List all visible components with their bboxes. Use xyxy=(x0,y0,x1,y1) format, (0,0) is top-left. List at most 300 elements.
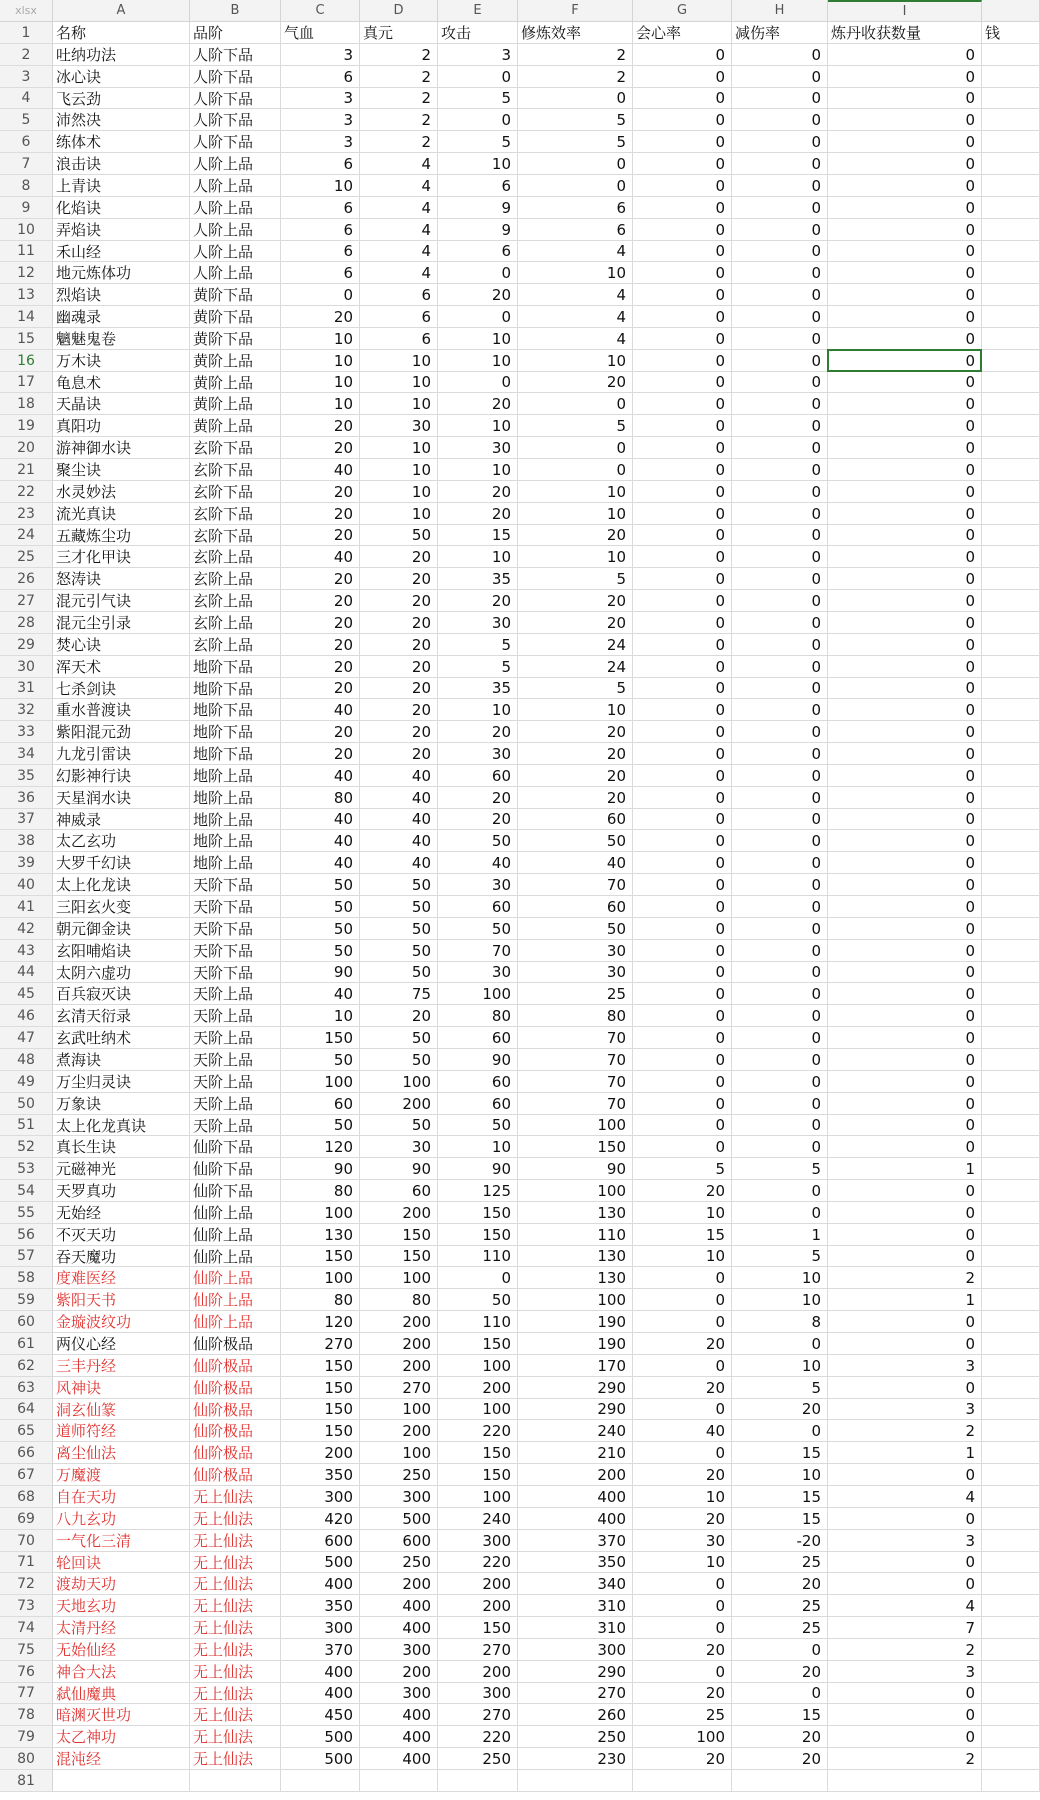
table-cell[interactable]: 20 xyxy=(633,1683,732,1704)
table-cell[interactable]: 290 xyxy=(518,1661,633,1683)
table-cell[interactable]: 九龙引雷诀 xyxy=(53,743,190,765)
table-cell[interactable]: 0 xyxy=(732,1049,828,1071)
table-cell[interactable]: 0 xyxy=(518,393,633,415)
table-cell[interactable]: 万木诀 xyxy=(53,350,190,372)
table-cell[interactable]: 0 xyxy=(828,918,982,940)
row-header[interactable]: 79 xyxy=(0,1726,53,1748)
table-cell[interactable]: 150 xyxy=(438,1442,518,1464)
table-cell[interactable]: 50 xyxy=(360,1049,438,1071)
table-cell[interactable]: 20 xyxy=(281,612,360,634)
table-cell[interactable]: 300 xyxy=(360,1683,438,1704)
table-cell[interactable]: 20 xyxy=(281,415,360,437)
table-cell[interactable]: 10 xyxy=(281,350,360,372)
table-cell[interactable]: 怒涛诀 xyxy=(53,568,190,590)
table-cell[interactable]: 0 xyxy=(633,765,732,787)
table-cell[interactable]: 20 xyxy=(518,372,633,393)
table-cell[interactable]: 0 xyxy=(828,743,982,765)
table-cell[interactable]: 15 xyxy=(633,1224,732,1246)
column-title[interactable]: 会心率 xyxy=(633,22,732,44)
table-cell[interactable]: 仙阶上品 xyxy=(190,1289,281,1311)
table-cell[interactable]: 万魔渡 xyxy=(53,1464,190,1486)
table-cell[interactable]: 40 xyxy=(438,852,518,874)
table-cell[interactable]: 200 xyxy=(281,1442,360,1464)
table-cell[interactable]: 150 xyxy=(360,1224,438,1246)
table-cell[interactable]: 天罗真功 xyxy=(53,1180,190,1202)
table-cell[interactable]: 40 xyxy=(360,765,438,787)
table-cell[interactable]: 200 xyxy=(438,1661,518,1683)
table-cell[interactable]: 0 xyxy=(633,1617,732,1639)
table-cell[interactable]: 3 xyxy=(281,131,360,153)
table-cell[interactable]: 20 xyxy=(281,656,360,678)
table-cell[interactable]: 200 xyxy=(360,1661,438,1683)
row-header[interactable]: 19 xyxy=(0,415,53,437)
table-cell[interactable]: 2 xyxy=(828,1267,982,1289)
table-cell[interactable]: 0 xyxy=(633,809,732,830)
table-cell[interactable]: 人阶下品 xyxy=(190,66,281,88)
table-cell[interactable] xyxy=(982,940,1040,962)
table-cell[interactable]: 25 xyxy=(732,1617,828,1639)
table-cell[interactable]: 人阶下品 xyxy=(190,131,281,153)
table-cell[interactable]: 400 xyxy=(518,1486,633,1508)
table-cell[interactable]: 万尘归灵诀 xyxy=(53,1071,190,1093)
table-cell[interactable] xyxy=(982,1158,1040,1180)
table-cell[interactable]: 230 xyxy=(518,1748,633,1770)
table-cell[interactable]: 370 xyxy=(281,1639,360,1661)
table-cell[interactable]: 0 xyxy=(828,1683,982,1704)
table-cell[interactable]: 5 xyxy=(633,1158,732,1180)
table-cell[interactable]: 50 xyxy=(360,1115,438,1136)
table-cell[interactable]: 20 xyxy=(732,1573,828,1595)
table-cell[interactable]: 150 xyxy=(281,1246,360,1267)
table-cell[interactable]: 0 xyxy=(828,1704,982,1726)
table-cell[interactable]: 80 xyxy=(438,1005,518,1027)
table-cell[interactable]: 0 xyxy=(438,109,518,131)
table-cell[interactable]: 200 xyxy=(360,1311,438,1333)
table-cell[interactable] xyxy=(982,109,1040,131)
table-cell[interactable]: 40 xyxy=(281,809,360,830)
table-cell[interactable]: 100 xyxy=(281,1202,360,1224)
table-cell[interactable]: 2 xyxy=(360,109,438,131)
table-cell[interactable]: 10 xyxy=(438,350,518,372)
table-cell[interactable] xyxy=(982,1289,1040,1311)
column-header-g[interactable]: G xyxy=(633,0,732,22)
table-cell[interactable]: 0 xyxy=(633,852,732,874)
table-cell[interactable]: 70 xyxy=(438,940,518,962)
table-cell[interactable]: 50 xyxy=(281,940,360,962)
table-cell[interactable] xyxy=(982,1333,1040,1355)
table-cell[interactable]: 地阶上品 xyxy=(190,852,281,874)
table-cell[interactable]: 混元尘引录 xyxy=(53,612,190,634)
table-cell[interactable]: 沛然决 xyxy=(53,109,190,131)
table-cell[interactable]: 100 xyxy=(281,1267,360,1289)
table-cell[interactable]: 天阶上品 xyxy=(190,983,281,1005)
table-cell[interactable]: 30 xyxy=(438,962,518,983)
table-cell[interactable]: 0 xyxy=(633,568,732,590)
table-cell[interactable]: 0 xyxy=(828,656,982,678)
table-cell[interactable]: 太上化龙真诀 xyxy=(53,1115,190,1136)
table-cell[interactable]: 0 xyxy=(732,415,828,437)
table-cell[interactable]: 300 xyxy=(281,1486,360,1508)
table-cell[interactable]: 朝元御金诀 xyxy=(53,918,190,940)
table-cell[interactable] xyxy=(732,1770,828,1792)
table-cell[interactable]: 20 xyxy=(518,525,633,546)
table-cell[interactable]: 500 xyxy=(281,1726,360,1748)
table-cell[interactable]: 0 xyxy=(633,306,732,328)
table-cell[interactable]: 三阳玄火变 xyxy=(53,896,190,918)
table-cell[interactable]: 0 xyxy=(633,743,732,765)
table-cell[interactable]: 30 xyxy=(360,415,438,437)
table-cell[interactable]: 0 xyxy=(828,765,982,787)
row-header[interactable]: 59 xyxy=(0,1289,53,1311)
table-cell[interactable]: 6 xyxy=(281,219,360,241)
table-cell[interactable]: 130 xyxy=(518,1267,633,1289)
table-cell[interactable]: 0 xyxy=(281,284,360,306)
table-cell[interactable]: 370 xyxy=(518,1530,633,1552)
table-cell[interactable]: 0 xyxy=(828,284,982,306)
table-cell[interactable]: 3 xyxy=(438,44,518,66)
table-cell[interactable]: 0 xyxy=(732,66,828,88)
table-cell[interactable]: 30 xyxy=(633,1530,732,1552)
table-cell[interactable]: 50 xyxy=(360,962,438,983)
table-cell[interactable]: 40 xyxy=(633,1420,732,1442)
table-cell[interactable] xyxy=(982,1377,1040,1399)
table-cell[interactable]: 黄阶上品 xyxy=(190,393,281,415)
row-header[interactable]: 43 xyxy=(0,940,53,962)
table-cell[interactable]: 250 xyxy=(518,1726,633,1748)
table-cell[interactable]: 250 xyxy=(438,1748,518,1770)
table-cell[interactable]: 150 xyxy=(518,1136,633,1158)
table-cell[interactable]: 10 xyxy=(438,1136,518,1158)
table-cell[interactable]: 0 xyxy=(828,415,982,437)
table-cell[interactable]: 20 xyxy=(438,503,518,525)
column-header-j[interactable] xyxy=(982,0,1040,22)
table-cell[interactable]: 20 xyxy=(438,284,518,306)
table-cell[interactable]: 地阶上品 xyxy=(190,787,281,809)
table-cell[interactable]: 20 xyxy=(633,1333,732,1355)
table-cell[interactable]: 0 xyxy=(633,1027,732,1049)
table-cell[interactable]: 20 xyxy=(633,1180,732,1202)
table-cell[interactable]: 35 xyxy=(438,678,518,699)
table-cell[interactable]: 50 xyxy=(281,918,360,940)
table-cell[interactable]: 无上仙法 xyxy=(190,1486,281,1508)
table-cell[interactable]: 神合大法 xyxy=(53,1661,190,1683)
table-cell[interactable]: 人阶上品 xyxy=(190,262,281,284)
table-cell[interactable]: 150 xyxy=(281,1027,360,1049)
table-cell[interactable] xyxy=(982,262,1040,284)
table-cell[interactable]: 150 xyxy=(438,1333,518,1355)
table-cell[interactable]: 1 xyxy=(828,1289,982,1311)
table-cell[interactable]: 3 xyxy=(281,88,360,109)
table-cell[interactable]: 0 xyxy=(438,66,518,88)
table-cell[interactable]: 200 xyxy=(438,1377,518,1399)
table-cell[interactable]: 0 xyxy=(732,1136,828,1158)
column-header-d[interactable]: D xyxy=(360,0,438,22)
column-title[interactable]: 真元 xyxy=(360,22,438,44)
table-cell[interactable]: 0 xyxy=(732,306,828,328)
table-cell[interactable]: 100 xyxy=(360,1442,438,1464)
table-cell[interactable] xyxy=(982,415,1040,437)
table-cell[interactable]: 0 xyxy=(828,1377,982,1399)
table-cell[interactable]: 3 xyxy=(828,1530,982,1552)
table-cell[interactable]: 150 xyxy=(438,1202,518,1224)
table-cell[interactable]: 0 xyxy=(828,525,982,546)
row-header[interactable]: 70 xyxy=(0,1530,53,1552)
table-cell[interactable]: 0 xyxy=(438,306,518,328)
table-cell[interactable]: 70 xyxy=(518,1071,633,1093)
table-cell[interactable] xyxy=(982,372,1040,393)
table-cell[interactable]: 黄阶下品 xyxy=(190,328,281,350)
table-cell[interactable]: 1 xyxy=(828,1442,982,1464)
table-cell[interactable]: 0 xyxy=(732,153,828,175)
table-cell[interactable]: 40 xyxy=(518,852,633,874)
table-cell[interactable]: 4 xyxy=(518,306,633,328)
row-header[interactable]: 47 xyxy=(0,1027,53,1049)
table-cell[interactable]: 太乙玄功 xyxy=(53,830,190,852)
table-cell[interactable]: 0 xyxy=(828,1552,982,1573)
table-cell[interactable]: 0 xyxy=(633,940,732,962)
table-cell[interactable] xyxy=(982,393,1040,415)
table-cell[interactable]: 4 xyxy=(360,153,438,175)
table-cell[interactable]: 10 xyxy=(281,1005,360,1027)
table-cell[interactable]: 10 xyxy=(518,699,633,721)
table-cell[interactable] xyxy=(982,765,1040,787)
table-cell[interactable]: 200 xyxy=(438,1573,518,1595)
table-cell[interactable]: 10 xyxy=(360,350,438,372)
table-cell[interactable]: 0 xyxy=(633,678,732,699)
table-cell[interactable]: 0 xyxy=(732,874,828,896)
table-cell[interactable]: 10 xyxy=(360,503,438,525)
table-cell[interactable]: 0 xyxy=(518,88,633,109)
table-cell[interactable]: 400 xyxy=(360,1726,438,1748)
table-cell[interactable] xyxy=(518,1770,633,1792)
table-cell[interactable]: 25 xyxy=(732,1552,828,1573)
table-cell[interactable]: 70 xyxy=(518,874,633,896)
table-cell[interactable]: 天阶下品 xyxy=(190,962,281,983)
table-cell[interactable]: 天阶下品 xyxy=(190,940,281,962)
table-cell[interactable] xyxy=(982,1202,1040,1224)
table-cell[interactable] xyxy=(982,1508,1040,1530)
table-cell[interactable]: 0 xyxy=(633,415,732,437)
table-cell[interactable]: 0 xyxy=(633,66,732,88)
table-cell[interactable]: 10 xyxy=(360,393,438,415)
table-cell[interactable]: 0 xyxy=(633,1289,732,1311)
table-cell[interactable]: 仙阶极品 xyxy=(190,1420,281,1442)
table-cell[interactable]: 35 xyxy=(438,568,518,590)
table-cell[interactable]: 0 xyxy=(828,481,982,503)
table-cell[interactable]: 60 xyxy=(438,765,518,787)
table-cell[interactable]: 4 xyxy=(360,241,438,262)
table-cell[interactable]: 80 xyxy=(281,787,360,809)
table-cell[interactable]: 50 xyxy=(438,918,518,940)
table-cell[interactable]: 0 xyxy=(828,66,982,88)
table-cell[interactable]: 5 xyxy=(438,88,518,109)
row-header[interactable]: 53 xyxy=(0,1158,53,1180)
table-cell[interactable]: 50 xyxy=(518,830,633,852)
table-cell[interactable] xyxy=(982,1049,1040,1071)
table-cell[interactable] xyxy=(982,1486,1040,1508)
table-cell[interactable]: 禾山经 xyxy=(53,241,190,262)
table-cell[interactable]: 0 xyxy=(828,437,982,459)
table-cell[interactable]: 0 xyxy=(828,1027,982,1049)
table-cell[interactable] xyxy=(982,175,1040,197)
row-header[interactable]: 56 xyxy=(0,1224,53,1246)
table-cell[interactable] xyxy=(982,131,1040,153)
table-cell[interactable]: 天星润水诀 xyxy=(53,787,190,809)
table-cell[interactable]: 0 xyxy=(828,175,982,197)
table-cell[interactable]: 0 xyxy=(828,1573,982,1595)
table-cell[interactable] xyxy=(982,1530,1040,1552)
table-cell[interactable]: 0 xyxy=(633,1442,732,1464)
table-cell[interactable]: 0 xyxy=(828,1180,982,1202)
table-cell[interactable]: 0 xyxy=(438,372,518,393)
table-cell[interactable]: 80 xyxy=(518,1005,633,1027)
row-header[interactable]: 20 xyxy=(0,437,53,459)
table-cell[interactable]: 350 xyxy=(281,1595,360,1617)
table-cell[interactable]: 0 xyxy=(633,699,732,721)
table-cell[interactable]: 30 xyxy=(438,874,518,896)
table-cell[interactable]: 0 xyxy=(633,372,732,393)
table-cell[interactable]: 人阶下品 xyxy=(190,109,281,131)
table-cell[interactable]: 60 xyxy=(438,1093,518,1115)
table-cell[interactable]: 0 xyxy=(828,590,982,612)
table-cell[interactable]: 400 xyxy=(360,1748,438,1770)
table-cell[interactable]: 玄阶上品 xyxy=(190,546,281,568)
table-cell[interactable]: 4 xyxy=(360,175,438,197)
table-cell[interactable]: 0 xyxy=(828,109,982,131)
row-header[interactable]: 4 xyxy=(0,88,53,109)
table-cell[interactable]: 0 xyxy=(633,44,732,66)
table-cell[interactable]: 40 xyxy=(360,787,438,809)
table-cell[interactable]: 0 xyxy=(828,1136,982,1158)
table-cell[interactable]: 4 xyxy=(828,1486,982,1508)
table-cell[interactable]: 自在天功 xyxy=(53,1486,190,1508)
table-cell[interactable]: 20 xyxy=(281,437,360,459)
table-cell[interactable]: 0 xyxy=(828,721,982,743)
table-cell[interactable]: 太乙神功 xyxy=(53,1726,190,1748)
table-cell[interactable]: 2 xyxy=(360,44,438,66)
table-cell[interactable]: 90 xyxy=(438,1158,518,1180)
row-header[interactable]: 55 xyxy=(0,1202,53,1224)
row-header[interactable]: 34 xyxy=(0,743,53,765)
table-cell[interactable]: 0 xyxy=(732,1639,828,1661)
table-cell[interactable]: 天阶上品 xyxy=(190,1027,281,1049)
row-header[interactable]: 51 xyxy=(0,1115,53,1136)
column-header-h[interactable]: H xyxy=(732,0,828,22)
table-cell[interactable]: 200 xyxy=(360,1420,438,1442)
table-cell[interactable]: 0 xyxy=(633,153,732,175)
table-cell[interactable]: 无上仙法 xyxy=(190,1661,281,1683)
table-cell[interactable]: 50 xyxy=(518,918,633,940)
table-cell[interactable]: 0 xyxy=(732,393,828,415)
table-cell[interactable]: 270 xyxy=(360,1377,438,1399)
table-cell[interactable]: 20 xyxy=(281,721,360,743)
table-cell[interactable]: 40 xyxy=(360,809,438,830)
table-cell[interactable]: 10 xyxy=(360,481,438,503)
table-cell[interactable]: 0 xyxy=(828,1005,982,1027)
table-cell[interactable]: 125 xyxy=(438,1180,518,1202)
table-cell[interactable]: 170 xyxy=(518,1355,633,1377)
table-cell[interactable]: 20 xyxy=(438,481,518,503)
table-cell[interactable]: 20 xyxy=(732,1399,828,1420)
table-cell[interactable]: 10 xyxy=(633,1486,732,1508)
table-cell[interactable]: 0 xyxy=(828,809,982,830)
table-cell[interactable]: 玄阶下品 xyxy=(190,525,281,546)
table-cell[interactable]: 300 xyxy=(360,1486,438,1508)
table-cell[interactable]: 60 xyxy=(281,1093,360,1115)
table-cell[interactable]: 0 xyxy=(828,350,982,372)
table-cell[interactable] xyxy=(982,1639,1040,1661)
row-header[interactable]: 13 xyxy=(0,284,53,306)
table-cell[interactable]: 0 xyxy=(732,481,828,503)
row-header[interactable]: 68 xyxy=(0,1486,53,1508)
table-cell[interactable]: 0 xyxy=(828,1224,982,1246)
table-cell[interactable]: 4 xyxy=(360,197,438,219)
table-cell[interactable]: 10 xyxy=(518,350,633,372)
column-title[interactable]: 炼丹收获数量 xyxy=(828,22,982,44)
table-cell[interactable]: 2 xyxy=(360,131,438,153)
row-header[interactable]: 15 xyxy=(0,328,53,350)
table-cell[interactable]: 仙阶上品 xyxy=(190,1267,281,1289)
table-cell[interactable]: 元磁神光 xyxy=(53,1158,190,1180)
table-cell[interactable] xyxy=(982,44,1040,66)
table-cell[interactable]: 5 xyxy=(438,131,518,153)
table-cell[interactable]: 20 xyxy=(360,1005,438,1027)
table-cell[interactable]: 600 xyxy=(281,1530,360,1552)
table-cell[interactable]: 240 xyxy=(518,1420,633,1442)
table-cell[interactable] xyxy=(982,852,1040,874)
table-cell[interactable]: 0 xyxy=(828,131,982,153)
table-cell[interactable]: 20 xyxy=(360,568,438,590)
table-cell[interactable]: 0 xyxy=(732,1333,828,1355)
table-cell[interactable]: 地阶上品 xyxy=(190,830,281,852)
table-cell[interactable]: 0 xyxy=(633,1399,732,1420)
select-all-corner[interactable]: xlsx xyxy=(0,0,53,22)
table-cell[interactable]: 10 xyxy=(360,459,438,481)
row-header[interactable]: 22 xyxy=(0,481,53,503)
table-cell[interactable]: 3 xyxy=(828,1399,982,1420)
row-header[interactable]: 35 xyxy=(0,765,53,787)
table-cell[interactable] xyxy=(982,1704,1040,1726)
table-cell[interactable]: 无始仙经 xyxy=(53,1639,190,1661)
table-cell[interactable]: 3 xyxy=(828,1355,982,1377)
table-cell[interactable] xyxy=(982,1573,1040,1595)
row-header[interactable]: 6 xyxy=(0,131,53,153)
table-cell[interactable]: 80 xyxy=(281,1289,360,1311)
table-cell[interactable]: 5 xyxy=(732,1377,828,1399)
table-cell[interactable] xyxy=(982,896,1040,918)
table-cell[interactable]: 40 xyxy=(281,699,360,721)
table-cell[interactable]: 6 xyxy=(518,197,633,219)
table-cell[interactable]: 0 xyxy=(732,612,828,634)
table-cell[interactable]: 0 xyxy=(828,328,982,350)
table-cell[interactable]: 0 xyxy=(828,393,982,415)
table-cell[interactable]: 水灵妙法 xyxy=(53,481,190,503)
table-cell[interactable]: 120 xyxy=(281,1311,360,1333)
table-cell[interactable]: 0 xyxy=(732,721,828,743)
table-cell[interactable]: 重水普渡诀 xyxy=(53,699,190,721)
table-cell[interactable] xyxy=(982,1005,1040,1027)
table-cell[interactable]: 0 xyxy=(633,1005,732,1027)
table-cell[interactable] xyxy=(982,1420,1040,1442)
row-header[interactable]: 30 xyxy=(0,656,53,678)
table-cell[interactable]: 0 xyxy=(633,328,732,350)
table-cell[interactable]: 天阶下品 xyxy=(190,896,281,918)
row-header[interactable]: 10 xyxy=(0,219,53,241)
table-cell[interactable]: 10 xyxy=(633,1552,732,1573)
table-cell[interactable]: 0 xyxy=(828,1115,982,1136)
table-cell[interactable]: 100 xyxy=(438,1486,518,1508)
column-title[interactable]: 修炼效率 xyxy=(518,22,633,44)
